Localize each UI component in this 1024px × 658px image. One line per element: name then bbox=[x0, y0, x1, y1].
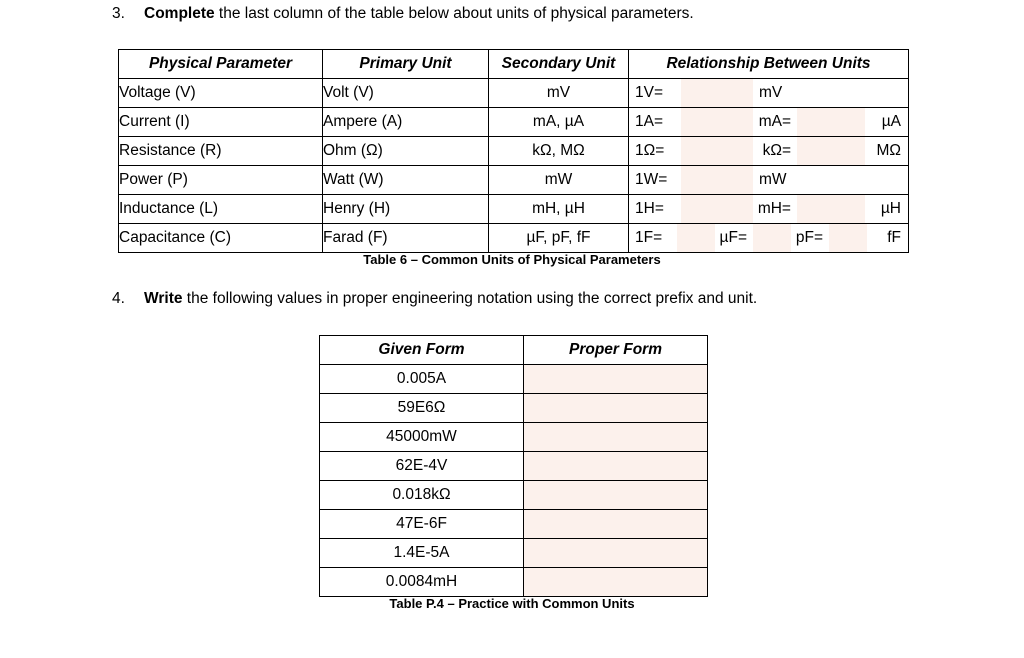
cell-primary-unit: Ampere (A) bbox=[323, 108, 489, 137]
table-row bbox=[320, 423, 708, 452]
relationship-answer-blank[interactable] bbox=[677, 224, 715, 252]
caption-table-6: Table 6 – Common Units of Physical Parameters bbox=[363, 252, 661, 267]
question-3 bbox=[112, 5, 694, 24]
relationship-unit-label: mW bbox=[759, 171, 787, 189]
table-row bbox=[119, 166, 909, 195]
cell-relationship-between-units bbox=[629, 137, 909, 166]
relationship-unit-label: pF= bbox=[795, 229, 823, 247]
table-row bbox=[119, 195, 909, 224]
table-row bbox=[320, 568, 708, 597]
cell-primary-unit: Ohm (Ω) bbox=[323, 137, 489, 166]
relationship-answer-blank[interactable] bbox=[681, 137, 753, 165]
cell-given-form: 47E-6F bbox=[320, 510, 524, 539]
cell-given-form: 59E6Ω bbox=[320, 394, 524, 423]
cell-relationship-between-units bbox=[629, 224, 909, 253]
column-header-relationship-between-units: Relationship Between Units bbox=[629, 50, 909, 79]
cell-proper-form-blank[interactable] bbox=[524, 394, 708, 423]
table-row bbox=[119, 224, 909, 253]
question-4-number: 4. bbox=[112, 290, 125, 307]
cell-proper-form-blank[interactable] bbox=[524, 510, 708, 539]
relationship-answer-blank[interactable] bbox=[681, 195, 753, 223]
relationship-unit-label: 1H= bbox=[635, 200, 664, 218]
table-practice-common-units bbox=[319, 335, 708, 597]
cell-given-form: 0.0084mH bbox=[320, 568, 524, 597]
relationship-unit-label: µH bbox=[880, 200, 901, 218]
table-row bbox=[320, 452, 708, 481]
relationship-unit-label: 1V= bbox=[635, 84, 664, 102]
column-header-given-form: Given Form bbox=[320, 336, 524, 365]
question-4-keyword: Write bbox=[144, 290, 183, 307]
cell-secondary-unit: kΩ, MΩ bbox=[489, 137, 629, 166]
table-row bbox=[320, 481, 708, 510]
relationship-spacer bbox=[799, 79, 907, 107]
relationship-unit-label: 1Ω= bbox=[635, 142, 665, 160]
cell-physical-parameter: Inductance (L) bbox=[119, 195, 323, 224]
table-common-units-body bbox=[119, 79, 909, 253]
relationship-strip bbox=[629, 166, 908, 194]
table-row bbox=[119, 108, 909, 137]
relationship-unit-label: fF bbox=[887, 229, 901, 247]
relationship-unit-label: 1A= bbox=[635, 113, 664, 131]
table-row bbox=[320, 510, 708, 539]
relationship-unit-label: mV bbox=[759, 84, 783, 102]
table-common-units-header-row bbox=[119, 50, 909, 79]
cell-proper-form-blank[interactable] bbox=[524, 539, 708, 568]
cell-proper-form-blank[interactable] bbox=[524, 423, 708, 452]
cell-secondary-unit: mA, µA bbox=[489, 108, 629, 137]
cell-primary-unit: Volt (V) bbox=[323, 79, 489, 108]
cell-given-form: 62E-4V bbox=[320, 452, 524, 481]
relationship-answer-blank[interactable] bbox=[797, 108, 865, 136]
relationship-unit-label: MΩ bbox=[876, 142, 901, 160]
cell-relationship-between-units bbox=[629, 79, 909, 108]
cell-secondary-unit: µF, pF, fF bbox=[489, 224, 629, 253]
relationship-unit-label: 1F= bbox=[635, 229, 663, 247]
table-row bbox=[119, 137, 909, 166]
table-row bbox=[320, 394, 708, 423]
cell-proper-form-blank[interactable] bbox=[524, 481, 708, 510]
relationship-strip bbox=[629, 195, 908, 223]
cell-physical-parameter: Voltage (V) bbox=[119, 79, 323, 108]
cell-secondary-unit: mV bbox=[489, 79, 629, 108]
relationship-answer-blank[interactable] bbox=[681, 166, 753, 194]
relationship-strip bbox=[629, 108, 908, 136]
relationship-strip bbox=[629, 79, 908, 107]
cell-physical-parameter: Capacitance (C) bbox=[119, 224, 323, 253]
column-header-primary-unit: Primary Unit bbox=[323, 50, 489, 79]
table-practice-header-row bbox=[320, 336, 708, 365]
cell-given-form: 0.005A bbox=[320, 365, 524, 394]
relationship-answer-blank[interactable] bbox=[797, 195, 865, 223]
cell-primary-unit: Farad (F) bbox=[323, 224, 489, 253]
cell-relationship-between-units bbox=[629, 195, 909, 224]
relationship-answer-blank[interactable] bbox=[753, 224, 791, 252]
table-row bbox=[119, 79, 909, 108]
question-3-keyword: Complete bbox=[144, 5, 215, 22]
relationship-unit-label: 1W= bbox=[635, 171, 668, 189]
table-practice-body bbox=[320, 365, 708, 597]
cell-proper-form-blank[interactable] bbox=[524, 568, 708, 597]
question-3-body: the last column of the table below about units of physical parameters. bbox=[214, 5, 694, 22]
cell-proper-form-blank[interactable] bbox=[524, 452, 708, 481]
cell-primary-unit: Watt (W) bbox=[323, 166, 489, 195]
question-4-body: the following values in proper engineering notation using the correct prefix and unit. bbox=[182, 290, 758, 307]
question-4 bbox=[112, 290, 757, 309]
cell-relationship-between-units bbox=[629, 108, 909, 137]
cell-secondary-unit: mW bbox=[489, 166, 629, 195]
relationship-strip bbox=[629, 137, 908, 165]
column-header-secondary-unit: Secondary Unit bbox=[489, 50, 629, 79]
cell-secondary-unit: mH, µH bbox=[489, 195, 629, 224]
relationship-answer-blank[interactable] bbox=[797, 137, 865, 165]
cell-physical-parameter: Power (P) bbox=[119, 166, 323, 195]
cell-given-form: 0.018kΩ bbox=[320, 481, 524, 510]
relationship-answer-blank[interactable] bbox=[681, 108, 753, 136]
question-3-text bbox=[144, 5, 694, 24]
cell-primary-unit: Henry (H) bbox=[323, 195, 489, 224]
relationship-strip bbox=[629, 224, 908, 252]
relationship-unit-label: mH= bbox=[757, 200, 791, 218]
question-4-text bbox=[144, 290, 757, 309]
cell-relationship-between-units bbox=[629, 166, 909, 195]
relationship-unit-label: µF= bbox=[719, 229, 747, 247]
column-header-proper-form: Proper Form bbox=[524, 336, 708, 365]
table-common-units bbox=[118, 49, 909, 253]
relationship-answer-blank[interactable] bbox=[829, 224, 867, 252]
table-row bbox=[320, 539, 708, 568]
relationship-unit-label: kΩ= bbox=[762, 142, 791, 160]
relationship-spacer bbox=[799, 166, 907, 194]
cell-proper-form-blank[interactable] bbox=[524, 365, 708, 394]
cell-physical-parameter: Resistance (R) bbox=[119, 137, 323, 166]
cell-physical-parameter: Current (I) bbox=[119, 108, 323, 137]
cell-given-form: 45000mW bbox=[320, 423, 524, 452]
column-header-physical-parameter: Physical Parameter bbox=[119, 50, 323, 79]
caption-table-p4: Table P.4 – Practice with Common Units bbox=[389, 596, 635, 611]
question-3-number: 3. bbox=[112, 5, 125, 22]
cell-given-form: 1.4E-5A bbox=[320, 539, 524, 568]
relationship-unit-label: mA= bbox=[758, 113, 791, 131]
relationship-answer-blank[interactable] bbox=[681, 79, 753, 107]
relationship-unit-label: µA bbox=[881, 113, 901, 131]
table-row bbox=[320, 365, 708, 394]
